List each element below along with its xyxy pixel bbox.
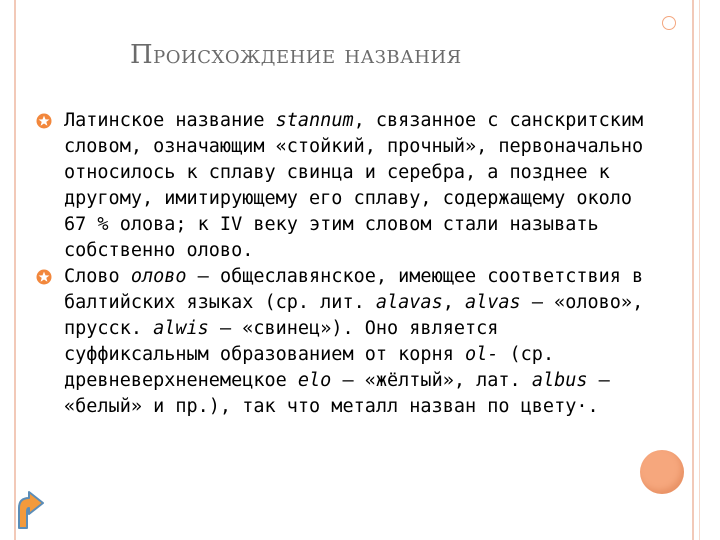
paragraph-text: Слово: [64, 266, 131, 287]
star-bullet-icon: [36, 113, 52, 129]
back-arrow-icon[interactable]: [14, 488, 48, 532]
term: ol-: [464, 344, 499, 365]
paragraph-text: — «свинец»). Оно является суффиксальным образованием от корня: [64, 318, 499, 365]
slide-body: [36, 108, 646, 420]
paragraph-text: — общеславянское, имеющее соответствия в балтийских языках (ср. лит.: [64, 266, 644, 313]
decorative-orange-circle-icon: [640, 450, 684, 494]
right-border-line: [692, 0, 694, 540]
latin-term: stannum: [275, 110, 354, 131]
paragraph-text: (ср. древневерхненемецкое: [64, 344, 555, 391]
star-bullet-icon: [36, 269, 52, 285]
paragraph-text: Латинское название: [64, 110, 276, 131]
right-border-line-inner: [699, 0, 700, 540]
term: alavas: [375, 292, 443, 313]
page-title: Происхождение названия: [130, 40, 462, 70]
term: elo: [297, 370, 332, 391]
decorative-circle-icon: [662, 16, 676, 30]
term: олово: [130, 266, 187, 287]
paragraph-text: — «олово», прусск.: [64, 292, 644, 339]
term: alvas: [464, 292, 521, 313]
term: albus: [531, 370, 588, 391]
bullet-paragraph-2: [36, 264, 646, 420]
paragraph-text: — «жёлтый», лат.: [331, 370, 532, 391]
paragraph-text: , связанное с санскритским словом, означающим «стойкий, прочный», первоначально относилось к сплаву свинца и серебра, а позднее к другому, имитирующему его сплаву, содержащему около 67 % олова; к IV веку этим словом стали называть собственно олово.: [64, 110, 644, 261]
left-border-line: [14, 0, 16, 540]
bullet-paragraph-1: [36, 108, 646, 264]
term: alwis: [153, 318, 209, 339]
paragraph-text: — «белый» и пр.), так что металл назван по цвету·.: [64, 370, 610, 417]
paragraph-text: ,: [442, 292, 465, 313]
